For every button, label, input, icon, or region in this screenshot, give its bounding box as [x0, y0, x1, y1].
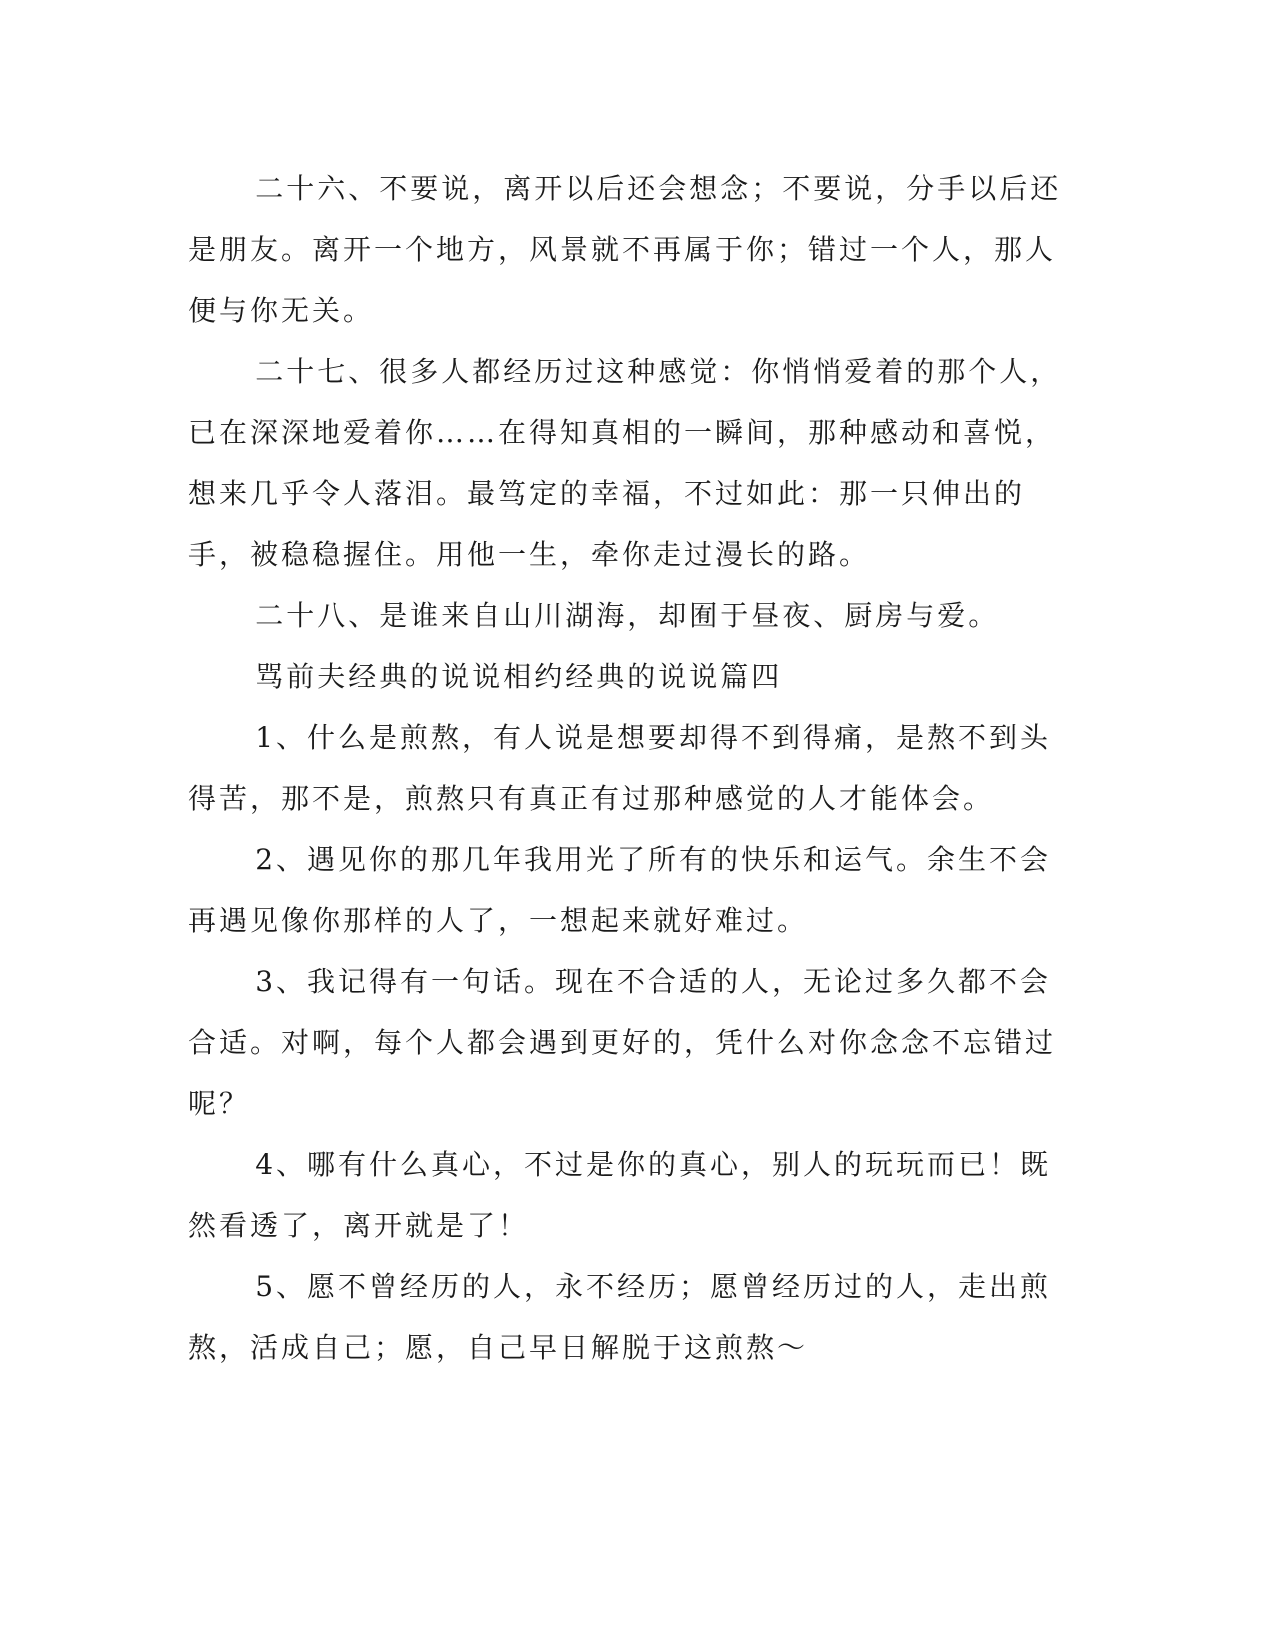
paragraph-2: 2、遇见你的那几年我用光了所有的快乐和运气。余生不会再遇见像你那样的人了，一想起来就好难过。 [188, 843, 1052, 937]
paragraph-5: 5、愿不曾经历的人，永不经历；愿曾经历过的人，走出煎熬，活成自己；愿，自己早日解脱于这煎熬～ [188, 1270, 1052, 1364]
paragraph-26: 二十六、不要说，离开以后还会想念；不要说，分手以后还是朋友。离开一个地方，风景就不再属于你；错过一个人，那人便与你无关。 [188, 172, 1062, 327]
document-body [188, 158, 1078, 1378]
section-heading: 骂前夫经典的说说相约经典的说说篇四 [255, 660, 783, 693]
paragraph-1: 1、什么是煎熬，有人说是想要却得不到得痛，是熬不到头得苦，那不是，煎熬只有真正有过那种感觉的人才能体会。 [188, 721, 1052, 815]
paragraph-4: 4、哪有什么真心，不过是你的真心，别人的玩玩而已！既然看透了，离开就是了！ [188, 1148, 1052, 1242]
paragraph-3: 3、我记得有一句话。现在不合适的人，无论过多久都不会合适。对啊，每个人都会遇到更好的，凭什么对你念念不忘错过呢？ [188, 965, 1057, 1120]
paragraph-28: 二十八、是谁来自山川湖海，却囿于昼夜、厨房与爱。 [255, 599, 1000, 632]
paragraph-27: 二十七、很多人都经历过这种感觉：你悄悄爱着的那个人，已在深深地爱着你……在得知真相的一瞬间，那种感动和喜悦，想来几乎令人落泪。最笃定的幸福，不过如此：那一只伸出的手，被稳稳握住。用他一生，牵你走过漫长的路。 [188, 355, 1062, 571]
